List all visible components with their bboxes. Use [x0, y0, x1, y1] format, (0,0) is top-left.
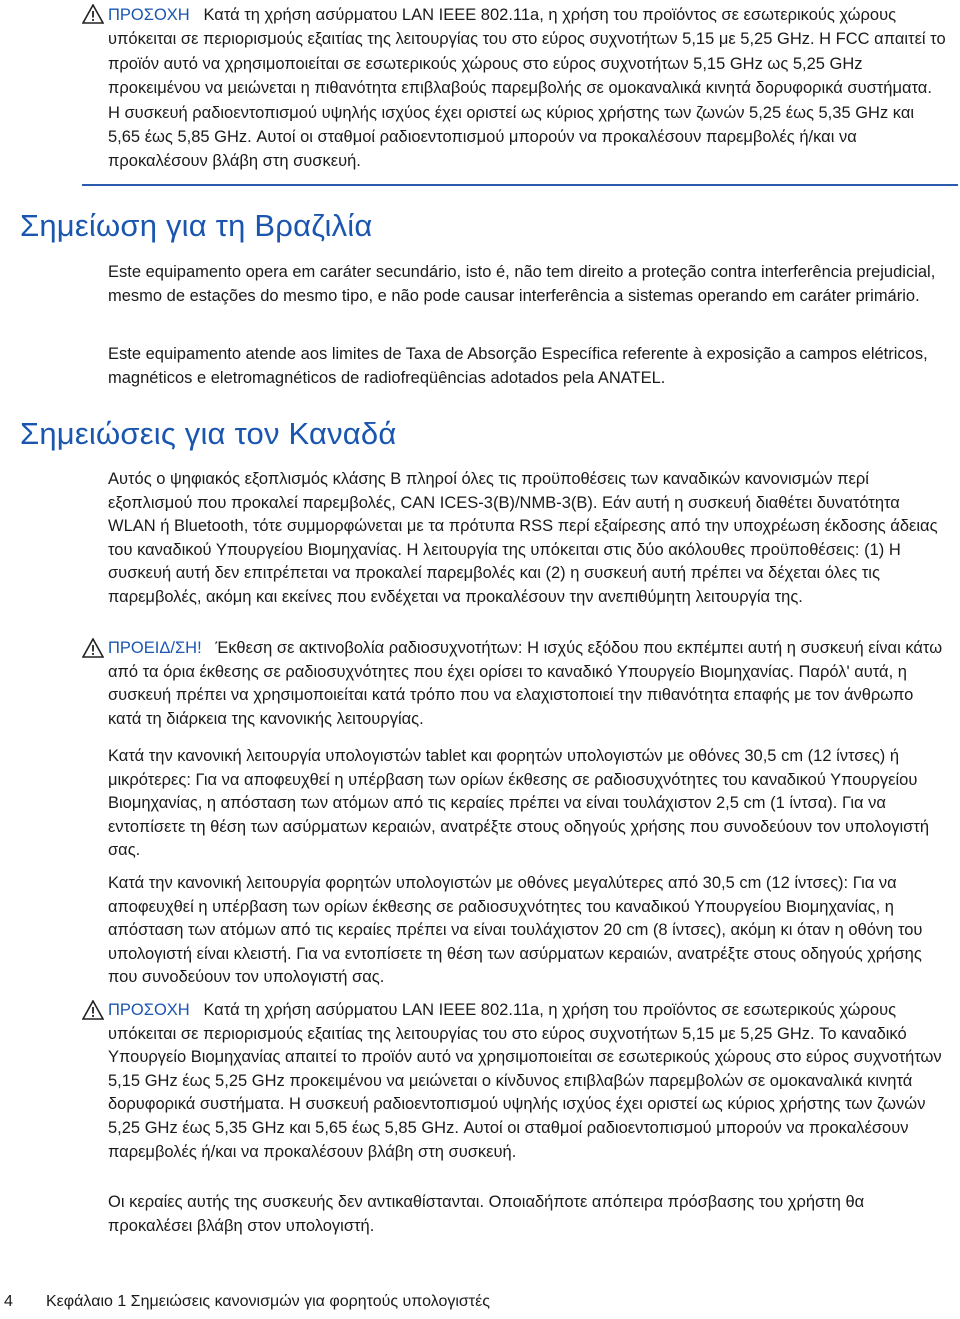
- canada-paragraph-3: Κατά την κανονική λειτουργία φορητών υπολογιστών με οθόνες μεγαλύτερες από 30,5 cm (12 ίντσες): Για να αποφευχθεί η υπέρβαση των ορίων έκθεσης σε ραδιοσυχνότητες του καναδικού Υπουργείου Βιομηχανίας, η απόσταση των ατόμων από τις κεραίες πρέπει να είναι τουλάχιστον 20 cm (8 ίντσες), ακόμη κι όταν η οθόνη του υπολογιστή είναι κλειστή. Για να εντοπίσετε τη θέση των ασύρματων κεραιών, ανατρέξτε στους οδηγούς χρήσης που συνοδεύουν τον υπολογιστή σας.: [108, 874, 923, 987]
- warning-triangle-icon: [82, 638, 104, 658]
- caution-label: ΠΡΟΣΟΧΗ: [108, 1001, 190, 1019]
- canada-paragraph-1: Αυτός ο ψηφιακός εξοπλισμός κλάσης B πληροί όλες τις προϋποθέσεις των καναδικών κανονισμών περί εξοπλισμού που προκαλεί παρεμβολές, CAN ICES-3(B)/NMB-3(B). Εάν αυτή η συσκευή διαθέτει δυνατότητα WLAN ή Bluetooth, τότε συμμορφώνεται με τα πρότυπα RSS περί εξαίρεσης από την υποχρέωση έκδοσης άδειας του καναδικού Υπουργείου Βιομηχανίας. Η λειτουργία της υπόκειται στις δύο ακόλουθες προϋποθέσεις: (1) Η συσκευή αυτή δεν επιτρέπεται να προκαλεί παρεμβολές και (2) η συσκευή αυτή πρέπει να δέχεται όλες τις παρεμβολές, ακόμη και εκείνες που ενδέχεται να προκαλέσουν την ανεπιθύμητη λειτουργία της.: [108, 470, 938, 606]
- caution-paragraph: [108, 3, 948, 174]
- caution-paragraph: [108, 999, 948, 1164]
- caution-notice-top: [82, 3, 948, 174]
- warning-triangle-icon: [82, 1000, 104, 1020]
- canada-paragraph-2: Κατά την κανονική λειτουργία υπολογιστών tablet και φορητών υπολογιστών με οθόνες 30,5 cm (12 ίντσες) ή μικρότερες: Για να αποφευχθεί η υπέρβαση των ορίων έκθεσης σε ραδιοσυχνότητες του καναδικού Υπουργείου Βιομηχανίας, η απόσταση των ατόμων από τις κεραίες πρέπει να είναι τουλάχιστον 2,5 cm (1 ίντσα). Για να εντοπίσετε τη θέση των ασύρματων κεραιών, ανατρέξτε στους οδηγούς χρήσης που συνοδεύουν τον υπολογιστή σας.: [108, 747, 930, 860]
- warning-text: Έκθεση σε ακτινοβολία ραδιοσυχνοτήτων: Η ισχύς εξόδου που εκπέμπει αυτή η συσκευή είναι κάτω από τα όρια έκθεσης σε ραδιοσυχνότητες που έχει ορίσει το καναδικό Υπουργείο Βιομηχανίας. Παρόλ' αυτά, η συσκευή πρέπει να χρησιμοποιείται κατά τρόπο που να ελαχιστοποιεί την πιθανότητα επαφής με τον άνθρωπο κατά τη διάρκεια της κανονικής λειτουργίας.: [108, 639, 943, 728]
- caution-notice-canada: [82, 999, 948, 1164]
- brazil-paragraph-2: Este equipamento atende aos limites de Taxa de Absorção Específica referente à exposição a campos elétricos, magnéticos e eletromagnéticos de radiofreqüências adotados pela ANATEL.: [108, 345, 928, 387]
- caution-text: Κατά τη χρήση ασύρματου LAN IEEE 802.11a, η χρήση του προϊόντος σε εσωτερικούς χώρους υπόκειται σε περιορισμούς εξαιτίας της λειτουργίας του στο εύρος συχνοτήτων 5,15 με 5,25 GHz. Το καναδικό Υπουργείο Βιομηχανίας απαιτεί το προϊόν αυτό να χρησιμοποιείται σε εσωτερικούς χώρους στο εύρος συχνοτήτων 5,15 GHz έως 5,25 GHz προκειμένου να μειώνεται ο κίνδυνος επιβλαβών παρεμβολών σε ομοκαναλικά κινητά δορυφορικά συστήματα. Η συσκευή ραδιοεντοπισμού υψηλής ισχύος έχει οριστεί ως κύριος χρήστης των ζωνών 5,25 GHz έως 5,35 GHz και 5,65 έως 5,85 GHz. Αυτοί οι σταθμοί ραδιοεντοπισμού μπορούν να προκαλέσουν παρεμβολές ή/και να προκαλέσουν βλάβη στη συσκευή.: [108, 1001, 942, 1161]
- notice-divider: [82, 184, 958, 186]
- chapter-title: Κεφάλαιο 1 Σημειώσεις κανονισμών για φορητούς υπολογιστές: [46, 1293, 490, 1310]
- brazil-paragraph-1: Este equipamento opera em caráter secundário, isto é, não tem direito a proteção contra interferência prejudicial, mesmo de estações do mesmo tipo, e não pode causar interferência a sistemas operando em caráter primário.: [108, 263, 936, 305]
- caution-text: Κατά τη χρήση ασύρματου LAN IEEE 802.11a, η χρήση του προϊόντος σε εσωτερικούς χώρους υπόκειται σε περιορισμούς εξαιτίας της λειτουργίας του στο εύρος συχνοτήτων 5,15 με 5,25 GHz. Η FCC απαιτεί το προϊόν αυτό να χρησιμοποιείται σε εσωτερικούς χώρους στο εύρος συχνοτήτων 5,15 GHz ως 5,25 GHz προκειμένου να μειώνεται η πιθανότητα επιβλαβούς παρεμβολής σε ομοκαναλικά κινητά δορυφορικά συστήματα. Η συσκευή ραδιοεντοπισμού υψηλής ισχύος έχει οριστεί ως κύριος χρήστης των ζωνών 5,25 έως 5,35 GHz και 5,65 έως 5,85 GHz. Αυτοί οι σταθμοί ραδιοεντοπισμού μπορούν να προκαλέσουν παρεμβολές ή/και να προκαλέσουν βλάβη στη συσκευή.: [108, 6, 946, 171]
- warning-paragraph: [108, 637, 948, 731]
- section-heading-canada: Σημειώσεις για τον Καναδά: [20, 416, 397, 451]
- caution-label: ΠΡΟΣΟΧΗ: [108, 6, 190, 24]
- canada-paragraph-4: Οι κεραίες αυτής της συσκευής δεν αντικαθίστανται. Οποιαδήποτε απόπειρα πρόσβασης του χρήστη θα προκαλέσει βλάβη στον υπολογιστή.: [108, 1193, 865, 1235]
- page-number: 4: [4, 1293, 13, 1310]
- warning-notice: [82, 637, 948, 731]
- warning-triangle-icon: [82, 4, 104, 24]
- warning-label: ΠΡΟΕΙΔ/ΣΗ!: [108, 639, 202, 657]
- section-heading-brazil: Σημείωση για τη Βραζιλία: [20, 208, 373, 243]
